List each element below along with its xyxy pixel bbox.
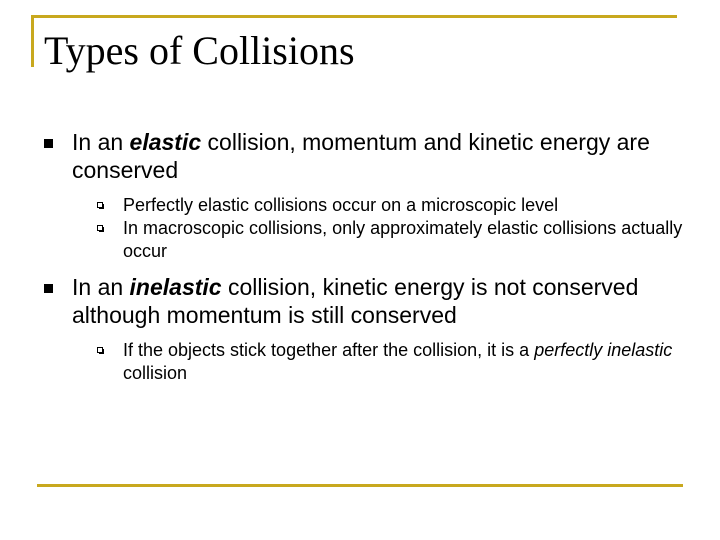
- sub-bullet-text-pre: If the objects stick together after the collision, it is a: [123, 340, 535, 360]
- left-rule: [31, 15, 34, 67]
- sub-bullet-list: [36, 339, 686, 385]
- sub-bullet-text: In macroscopic collisions, only approximately elastic collisions actually occur: [123, 218, 683, 261]
- bullet-text-post: collision, kinetic energy is not conserved although momentum is still conserved: [72, 274, 639, 328]
- top-rule: [31, 15, 677, 18]
- square-bullet-icon: [44, 139, 53, 148]
- sub-bullet-macroscopic: [97, 217, 686, 263]
- slide-title: Types of Collisions: [44, 28, 355, 73]
- bullet-emphasis: elastic: [129, 129, 202, 155]
- bullet-text-pre: In an: [72, 274, 130, 300]
- bullet-text-pre: In an: [72, 129, 130, 155]
- sub-bullet-text-post: collision: [123, 363, 188, 383]
- bullet-emphasis: inelastic: [129, 274, 222, 300]
- hollow-square-bullet-icon: [97, 225, 103, 231]
- bullet-inelastic: [36, 273, 686, 329]
- bullet-elastic: [36, 128, 686, 184]
- bullet-text-post: collision, momentum and kinetic energy are conserved: [72, 129, 650, 183]
- square-bullet-icon: [44, 284, 53, 293]
- sub-bullet-microscopic: [97, 194, 686, 217]
- bottom-rule: [37, 484, 683, 487]
- sub-bullet-text: Perfectly elastic collisions occur on a microscopic level: [123, 195, 559, 215]
- bullet-list: [36, 128, 686, 385]
- sub-bullet-list: [36, 194, 686, 263]
- hollow-square-bullet-icon: [97, 202, 103, 208]
- hollow-square-bullet-icon: [97, 347, 103, 353]
- sub-bullet-emphasis: perfectly inelastic: [534, 340, 673, 360]
- sub-bullet-stick-together: [97, 339, 686, 385]
